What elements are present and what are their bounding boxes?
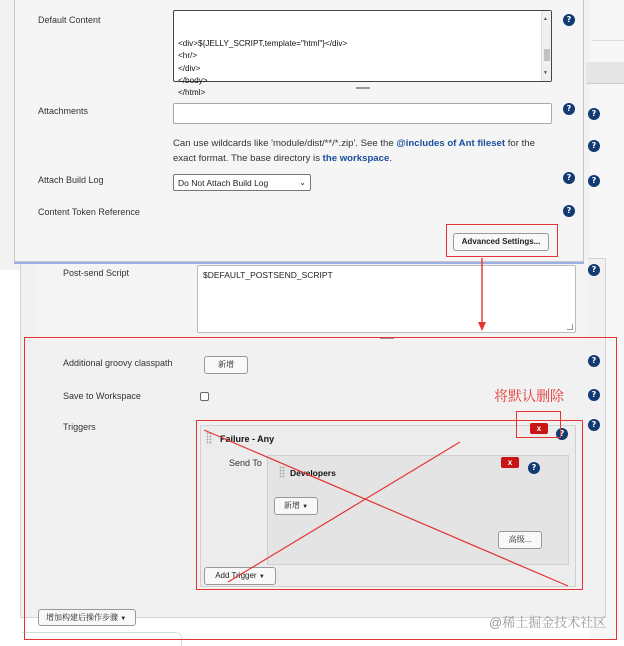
hint-text: exact format. The base directory is (173, 153, 323, 164)
dropdown-caret-icon: ▼ (120, 616, 127, 622)
additional-groovy-classpath-label: Additional groovy classpath (63, 358, 173, 368)
help-icon[interactable]: ? (563, 14, 575, 26)
triggers-label: Triggers (63, 422, 96, 432)
help-icon[interactable]: ? (588, 264, 600, 276)
scroll-down-icon[interactable]: ▼ (543, 69, 548, 76)
help-icon[interactable]: ? (563, 172, 575, 184)
help-icon[interactable]: ? (563, 205, 575, 217)
help-icon[interactable]: ? (588, 419, 600, 431)
annotation-cross-line (228, 442, 460, 582)
help-icon[interactable]: ? (588, 140, 600, 152)
watermark: @稀土掘金技术社区 (489, 615, 607, 630)
delete-x-icon[interactable]: x (501, 457, 519, 468)
dropdown-caret-icon: ▼ (258, 574, 265, 580)
help-icon[interactable]: ? (588, 389, 600, 401)
attach-build-log-label: Attach Build Log (38, 175, 104, 185)
help-icon[interactable]: ? (563, 103, 575, 115)
hint-text: . (389, 153, 392, 164)
annotation-cross-line (204, 430, 568, 586)
delete-x-icon[interactable]: x (530, 423, 548, 434)
content-token-reference-label: Content Token Reference (38, 207, 140, 217)
help-icon[interactable]: ? (588, 175, 600, 187)
post-send-script-label: Post-send Script (63, 268, 130, 278)
help-icon[interactable]: ? (588, 108, 600, 120)
recipient-developers: Developers (290, 468, 336, 478)
attach-build-log-value: Do Not Attach Build Log (178, 178, 269, 188)
workspace-link[interactable]: the workspace (322, 153, 390, 164)
add-post-build-step-label: 增加构建后操作步骤 (46, 613, 118, 622)
annotation-text: 将默认删除 (494, 389, 564, 405)
add-classpath-button[interactable]: 新增 (204, 356, 248, 374)
scroll-up-icon[interactable]: ▲ (543, 16, 548, 22)
add-trigger-label: Add Trigger (215, 571, 257, 580)
annotation-arrow-head (478, 322, 486, 331)
add-recipient-label: 新增 (283, 501, 300, 510)
hint-text: Can use wildcards like 'module/dist/**/*.zip'. See the (173, 138, 397, 149)
send-to-label: Send To (229, 458, 262, 468)
help-icon[interactable]: ? (556, 428, 568, 440)
hint-text: for the (505, 138, 535, 149)
attachments-label: Attachments (38, 106, 89, 116)
dropdown-caret-icon: ▼ (302, 504, 309, 510)
post-send-script-value: $DEFAULT_POSTSEND_SCRIPT (203, 270, 333, 280)
ant-fileset-link[interactable]: @includes of Ant fileset (396, 138, 506, 149)
help-icon[interactable]: ? (588, 355, 600, 367)
advanced-button[interactable]: 高级... (498, 531, 542, 549)
default-content-label: Default Content (38, 15, 101, 25)
chevron-down-icon: ⌄ (299, 178, 306, 187)
save-to-workspace-label: Save to Workspace (63, 391, 141, 401)
default-content-value: <div>${JELLY_SCRIPT,template="html"}</div> <hr/> </div> </body> </html> (178, 38, 348, 98)
advanced-settings-button[interactable]: Advanced Settings... (453, 233, 549, 251)
trigger-title: Failure - Any (220, 434, 275, 444)
help-icon[interactable]: ? (528, 462, 540, 474)
